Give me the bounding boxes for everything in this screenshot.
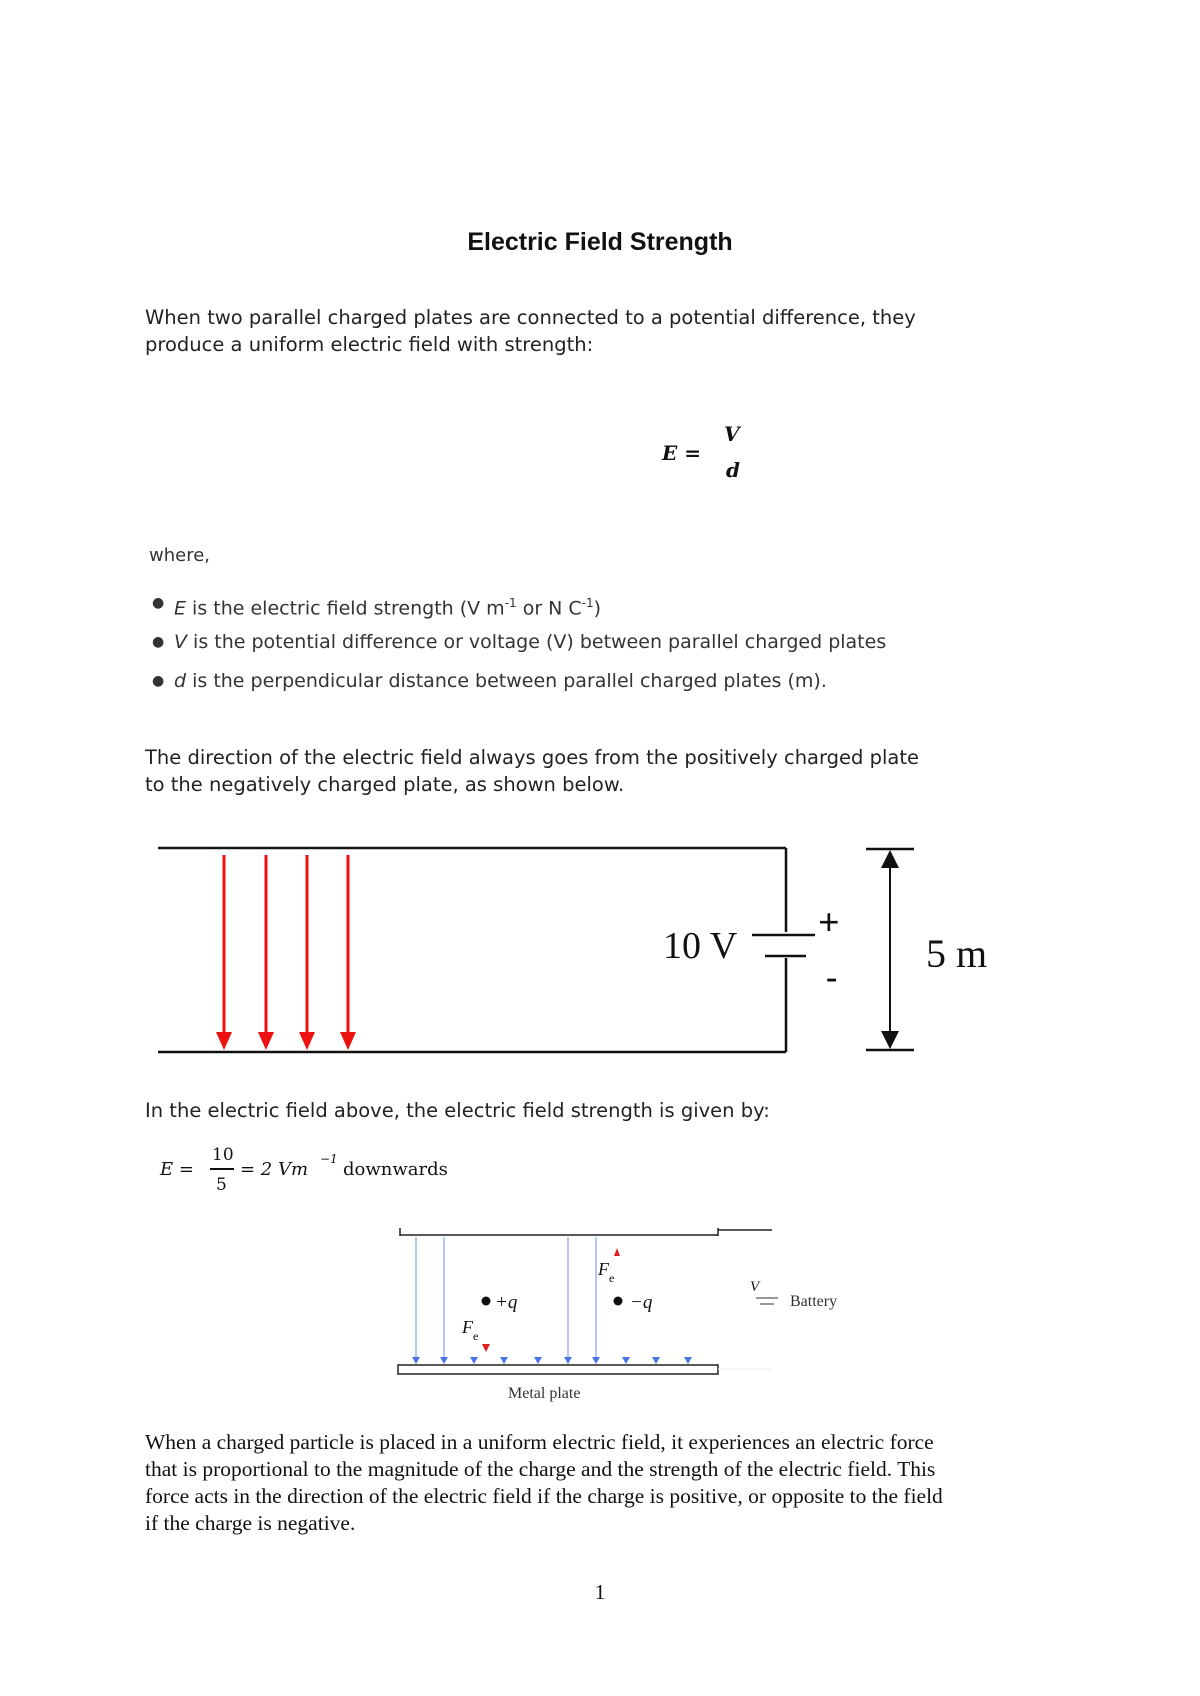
force-arrow-up [614, 1248, 620, 1256]
definition-text: is the potential difference or voltage (V) between parallel charged plates [187, 631, 887, 653]
minus-sign: - [826, 959, 838, 996]
definition-exponent: -1 [581, 596, 594, 610]
page-number: 1 [594, 1580, 606, 1604]
intro-line-1: When two parallel charged plates are connected to a potential difference, they [145, 306, 916, 329]
direction-line-2: to the negatively charged plate, as shown below. [145, 773, 625, 796]
plate-label: Metal plate [508, 1385, 581, 1402]
where-label: where, [149, 545, 211, 566]
battery-label: Battery [790, 1293, 838, 1310]
bullet-icon: ● [152, 595, 165, 611]
field-arrowheads [412, 1357, 692, 1364]
positive-charge-dot [482, 1297, 491, 1306]
definition-symbol: V [174, 631, 187, 653]
definition-symbol: E [174, 597, 187, 620]
field-arrowhead [412, 1357, 420, 1364]
direction-line-1: The direction of the electric field always goes from the positively charged plate [145, 746, 920, 769]
page-title: Electric Field Strength [467, 228, 733, 256]
example-formula-rhs: = 2 Vm [240, 1159, 309, 1180]
definition-text: or N C [516, 597, 582, 620]
definition-exponent: -1 [504, 596, 517, 610]
negative-charge-dot [614, 1297, 623, 1306]
main-formula-lhs: E = [662, 441, 701, 465]
negative-charge-label: −q [630, 1292, 653, 1313]
field-arrowhead [470, 1357, 478, 1364]
example-formula-lhs: E = [160, 1159, 194, 1180]
definition-symbol: d [174, 670, 187, 692]
example-line: In the electric field above, the electric field strength is given by: [145, 1099, 770, 1122]
force-label-top: F [598, 1259, 609, 1279]
definition-text: is the electric field strength (V m [186, 597, 505, 620]
field-arrowhead [534, 1357, 542, 1364]
conclusion-line-1: When a charged particle is placed in a uniform electric field, it experiences an electric force [145, 1430, 934, 1454]
field-arrowhead [500, 1357, 508, 1364]
field-arrowhead [440, 1357, 448, 1364]
example-formula-exponent: −1 [320, 1152, 338, 1166]
field-arrowhead [564, 1357, 572, 1364]
metal-plate [398, 1365, 718, 1374]
voltage-label: 10 V [663, 925, 738, 967]
example-formula-denominator: 5 [216, 1175, 227, 1195]
conclusion-paragraph [145, 1429, 1075, 1537]
positive-charge-label: +q [495, 1292, 518, 1313]
conclusion-line-2: that is proportional to the magnitude of the charge and the strength of the electric field. This [145, 1457, 936, 1481]
force-sub-bottom: e [473, 1329, 479, 1343]
plus-sign: + [818, 902, 840, 944]
force-label-bottom: F [462, 1317, 473, 1337]
conclusion-line-3: force acts in the direction of the electric field if the charge is positive, or opposite to the field [145, 1484, 943, 1508]
distance-label: 5 m [926, 931, 988, 976]
bullet-icon: ● [152, 673, 165, 689]
example-formula-numerator: 10 [212, 1145, 234, 1165]
definition-text: ) [593, 597, 602, 620]
field-arrowhead [684, 1357, 692, 1364]
main-formula-denominator: d [726, 458, 740, 482]
field-arrowhead [652, 1357, 660, 1364]
example-formula-suffix: downwards [343, 1159, 448, 1180]
main-formula-numerator: V [724, 422, 740, 446]
definition-text: is the perpendicular distance between parallel charged plates (m). [186, 670, 827, 692]
battery-symbol: V [750, 1279, 760, 1295]
field-arrowhead [592, 1357, 600, 1364]
conclusion-line-4: if the charge is negative. [145, 1511, 356, 1535]
force-sub-top: e [609, 1271, 615, 1285]
field-arrowhead [622, 1357, 630, 1364]
intro-line-2: produce a uniform electric field with strength: [145, 333, 594, 356]
force-arrow-down [482, 1344, 490, 1352]
bullet-icon: ● [152, 634, 165, 650]
